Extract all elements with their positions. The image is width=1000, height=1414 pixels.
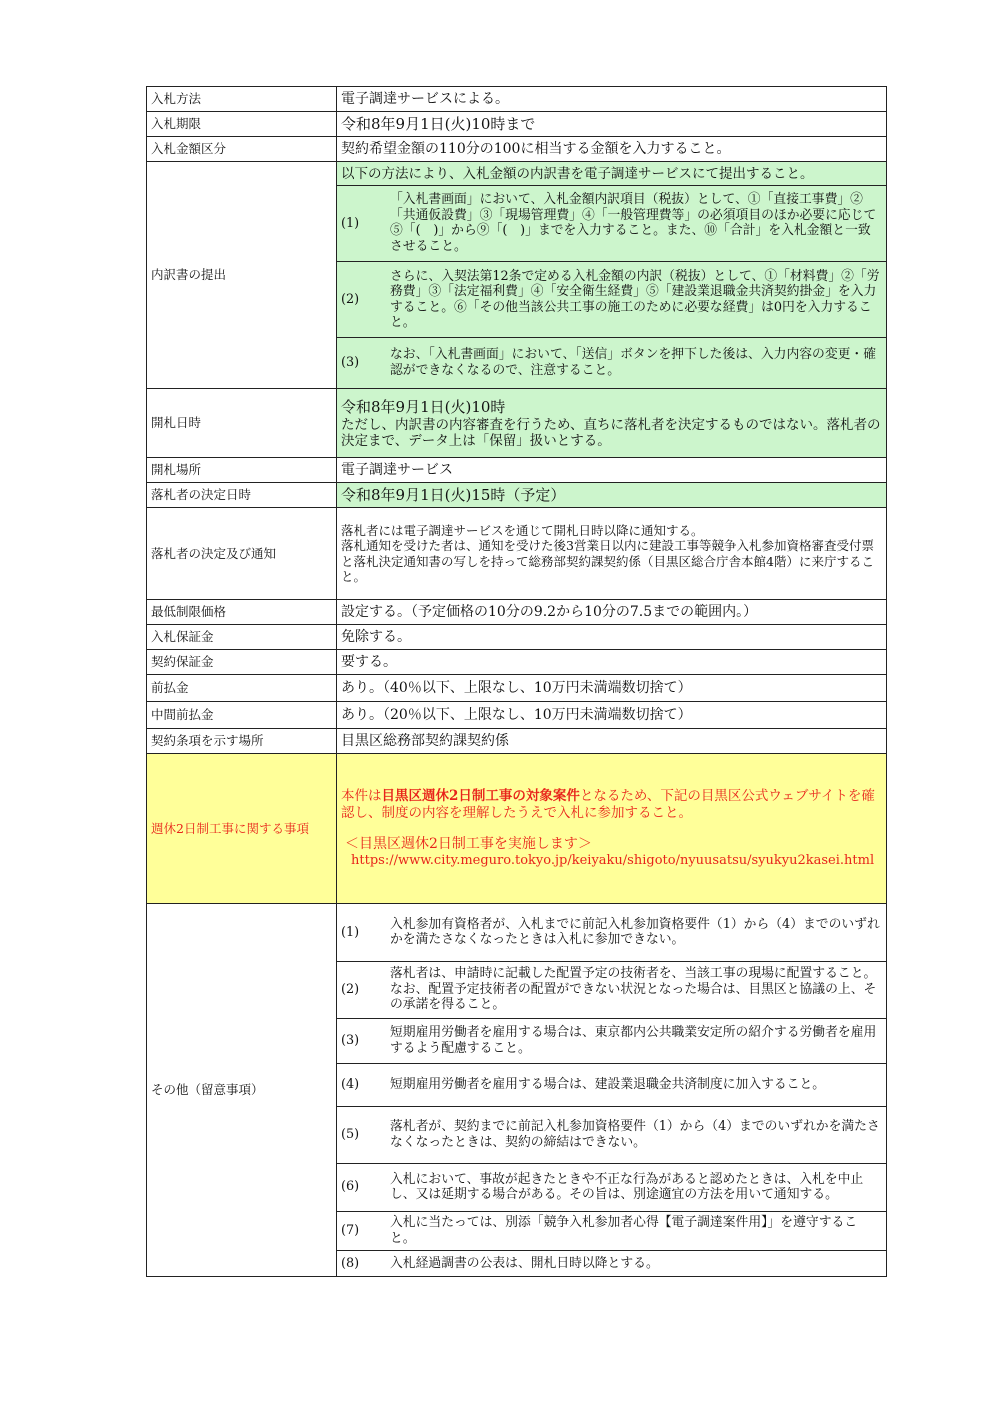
other-note-text: 短期雇用労働者を雇用する場合は、建設業退職金共済制度に加入すること。 bbox=[390, 1063, 886, 1106]
row-contract-bond bbox=[147, 650, 887, 675]
weekly-notice-pre: 本件は bbox=[341, 788, 382, 804]
row-opening bbox=[147, 389, 887, 458]
breakdown-item bbox=[337, 262, 886, 338]
other-note-text: 入札経過調書の公表は、開札日時以降とする。 bbox=[390, 1250, 886, 1276]
row-opening-place bbox=[147, 458, 887, 483]
row-decision-date bbox=[147, 483, 887, 508]
other-note-item bbox=[337, 961, 886, 1018]
other-note-number: (4) bbox=[337, 1063, 390, 1106]
breakdown-item-number: (2) bbox=[337, 262, 390, 338]
value-amount-category: 契約希望金額の110分の100に相当する金額を入力すること。 bbox=[337, 137, 887, 162]
label-weekly-two-days-off: 週休2日制工事に関する事項 bbox=[147, 754, 337, 904]
other-note-text: 落札者は、申請時に記載した配置予定の技術者を、当該工事の現場に配置すること。なお、配置予定技術者の配置ができない状況となった場合は、目黒区と協議の上、その承諾を得ること。 bbox=[390, 961, 886, 1018]
weekly-notice-post: となるため、下記の目黒区公式ウェブサイトを確認し、制度の内容を理解したうえで入札に参加すること。 bbox=[341, 788, 875, 821]
other-note-number: (1) bbox=[341, 924, 360, 940]
decision-notice-line1: 落札者には電子調達サービスを通じて開札日時以降に通知する。 bbox=[341, 522, 704, 538]
other-note-item bbox=[337, 1018, 886, 1063]
bid-conditions-document bbox=[146, 86, 887, 1277]
weekly-notice bbox=[341, 788, 882, 822]
row-min-price bbox=[147, 600, 887, 625]
bid-conditions-table bbox=[146, 86, 887, 1277]
label-amount-category: 入札金額区分 bbox=[147, 137, 337, 162]
other-note-item bbox=[337, 904, 886, 961]
decision-notice-line2: 落札通知を受けた者は、通知を受けた後3営業日以内に建設工事等競争入札参加資格審査受付票と落札決定通知書の写しを持って総務部契約課契約係（目黒区総合庁舎本館4階）に来庁すること。 bbox=[341, 538, 874, 584]
weekly-url-link[interactable]: https://www.city.meguro.tokyo.jp/keiyaku/shigoto/nyuusatsu/syukyu2kasei.html bbox=[351, 853, 875, 868]
value-decision-date: 令和8年9月1日(火)15時（予定） bbox=[337, 483, 887, 508]
label-decision-date: 落札者の決定日時 bbox=[147, 483, 337, 508]
other-note-text: 入札参加有資格者が、入札までに前記入札参加資格要件（1）から（4）までのいずれかを満たさなくなったときは入札に参加できない。 bbox=[390, 916, 880, 948]
label-advance: 前払金 bbox=[147, 675, 337, 702]
breakdown-cell bbox=[337, 162, 887, 389]
other-note-text: 入札において、事故が起きたときや不正な行為があると認めたときは、入札を中止し、又は延期する場合がある。その旨は、別途適宜の方法を用いて通知する。 bbox=[390, 1163, 886, 1211]
weekly-cell bbox=[337, 754, 887, 904]
label-bid-method: 入札方法 bbox=[147, 87, 337, 112]
row-amount-category bbox=[147, 137, 887, 162]
label-opening: 開札日時 bbox=[147, 389, 337, 458]
other-note-number: (2) bbox=[337, 961, 390, 1018]
breakdown-item bbox=[337, 186, 886, 262]
label-breakdown: 内訳書の提出 bbox=[147, 162, 337, 389]
row-breakdown bbox=[147, 162, 887, 389]
row-decision-notice bbox=[147, 508, 887, 600]
weekly-notice-bold: 目黒区週休2日制工事の対象案件 bbox=[381, 788, 580, 804]
label-other-notes: その他（留意事項） bbox=[147, 904, 337, 1277]
other-note-item bbox=[337, 1063, 886, 1106]
row-terms-place bbox=[147, 729, 887, 754]
value-terms-place: 目黒区総務部契約課契約係 bbox=[337, 729, 887, 754]
decision-notice-cell bbox=[337, 508, 887, 600]
value-min-price: 設定する。（予定価格の10分の9.2から10分の7.5までの範囲内。） bbox=[337, 600, 887, 625]
other-note-item bbox=[337, 1106, 886, 1163]
breakdown-item-number: (1) bbox=[341, 215, 360, 231]
value-contract-bond: 要する。 bbox=[337, 650, 887, 675]
breakdown-item-text: なお、「入札書画面」において、「送信」ボタンを押下した後は、入力内容の変更・確認ができなくなるので、注意すること。 bbox=[390, 338, 886, 388]
other-note-number: (8) bbox=[337, 1250, 390, 1276]
row-mid-advance bbox=[147, 702, 887, 729]
opening-datetime: 令和8年9月1日(火)10時 bbox=[341, 398, 506, 416]
label-decision-notice: 落札者の決定及び通知 bbox=[147, 508, 337, 600]
label-bid-bond: 入札保証金 bbox=[147, 625, 337, 650]
other-notes-cell bbox=[337, 904, 887, 1277]
breakdown-item-text: さらに、入契法第12条で定める入札金額の内訳（税抜）として、①「材料費」②「労務費」③「法定福利費」④「安全衛生経費」⑤「建設業退職金共済契約掛金」を入力すること。⑥「その他当該公共工事の施工のために必要な経費」は0円を入力すること。 bbox=[390, 262, 886, 338]
value-bid-method: 電子調達サービスによる。 bbox=[337, 87, 887, 112]
row-bid-method bbox=[147, 87, 887, 112]
label-contract-bond: 契約保証金 bbox=[147, 650, 337, 675]
value-mid-advance: あり。（20％以下、上限なし、10万円未満端数切捨て） bbox=[337, 702, 887, 729]
other-note-number: (7) bbox=[337, 1211, 390, 1250]
breakdown-intro: 以下の方法により、入札金額の内訳書を電子調達サービスにて提出すること。 bbox=[337, 163, 886, 186]
other-note-text: 短期雇用労働者を雇用する場合は、東京都内公共職業安定所の紹介する労働者を雇用するよう配慮すること。 bbox=[390, 1018, 886, 1063]
opening-note: ただし、内訳書の内容審査を行うため、直ちに落札者を決定するものではない。落札者の決定まで、データ上は「保留」扱いとする。 bbox=[341, 417, 881, 449]
label-mid-advance: 中間前払金 bbox=[147, 702, 337, 729]
label-terms-place: 契約条項を示す場所 bbox=[147, 729, 337, 754]
label-bid-deadline: 入札期限 bbox=[147, 112, 337, 137]
other-note-number: (6) bbox=[337, 1163, 390, 1211]
breakdown-item bbox=[337, 338, 886, 388]
value-advance: あり。（40％以下、上限なし、10万円未満端数切捨て） bbox=[337, 675, 887, 702]
other-note-number: (5) bbox=[337, 1106, 390, 1163]
opening-cell bbox=[337, 389, 887, 458]
weekly-link-title: ＜目黒区週休2日制工事を実施します＞ bbox=[345, 836, 592, 852]
label-min-price: 最低制限価格 bbox=[147, 600, 337, 625]
other-note-text: 落札者が、契約までに前記入札参加資格要件（1）から（4）までのいずれかを満たさなくなったときは、契約の締結はできない。 bbox=[390, 1106, 886, 1163]
value-bid-deadline: 令和8年9月1日(火)10時まで bbox=[337, 112, 887, 137]
value-opening-place: 電子調達サービス bbox=[337, 458, 887, 483]
row-weekly-two-days-off bbox=[147, 754, 887, 904]
row-other-notes bbox=[147, 904, 887, 1277]
label-opening-place: 開札場所 bbox=[147, 458, 337, 483]
other-note-item bbox=[337, 1211, 886, 1250]
breakdown-item-text: 「入札書画面」において、入札金額内訳項目（税抜）として、①「直接工事費」②「共通仮設費」③「現場管理費」④「一般管理費等」の必須項目のほか必要に応じて⑤「( )」から⑨「( )」までを入力すること。また、⑩「合計」を入札金額と一致させること。 bbox=[390, 192, 877, 254]
other-note-item bbox=[337, 1250, 886, 1276]
breakdown-items bbox=[337, 186, 886, 388]
other-note-item bbox=[337, 1163, 886, 1211]
breakdown-item-number: (3) bbox=[337, 338, 390, 388]
other-notes-items bbox=[337, 904, 886, 1276]
value-bid-bond: 免除する。 bbox=[337, 625, 887, 650]
other-note-number: (3) bbox=[337, 1018, 390, 1063]
row-advance bbox=[147, 675, 887, 702]
row-bid-bond bbox=[147, 625, 887, 650]
row-bid-deadline bbox=[147, 112, 887, 137]
other-note-text: 入札に当たっては、別添「競争入札参加者心得【電子調達案件用】」を遵守すること。 bbox=[390, 1211, 886, 1250]
